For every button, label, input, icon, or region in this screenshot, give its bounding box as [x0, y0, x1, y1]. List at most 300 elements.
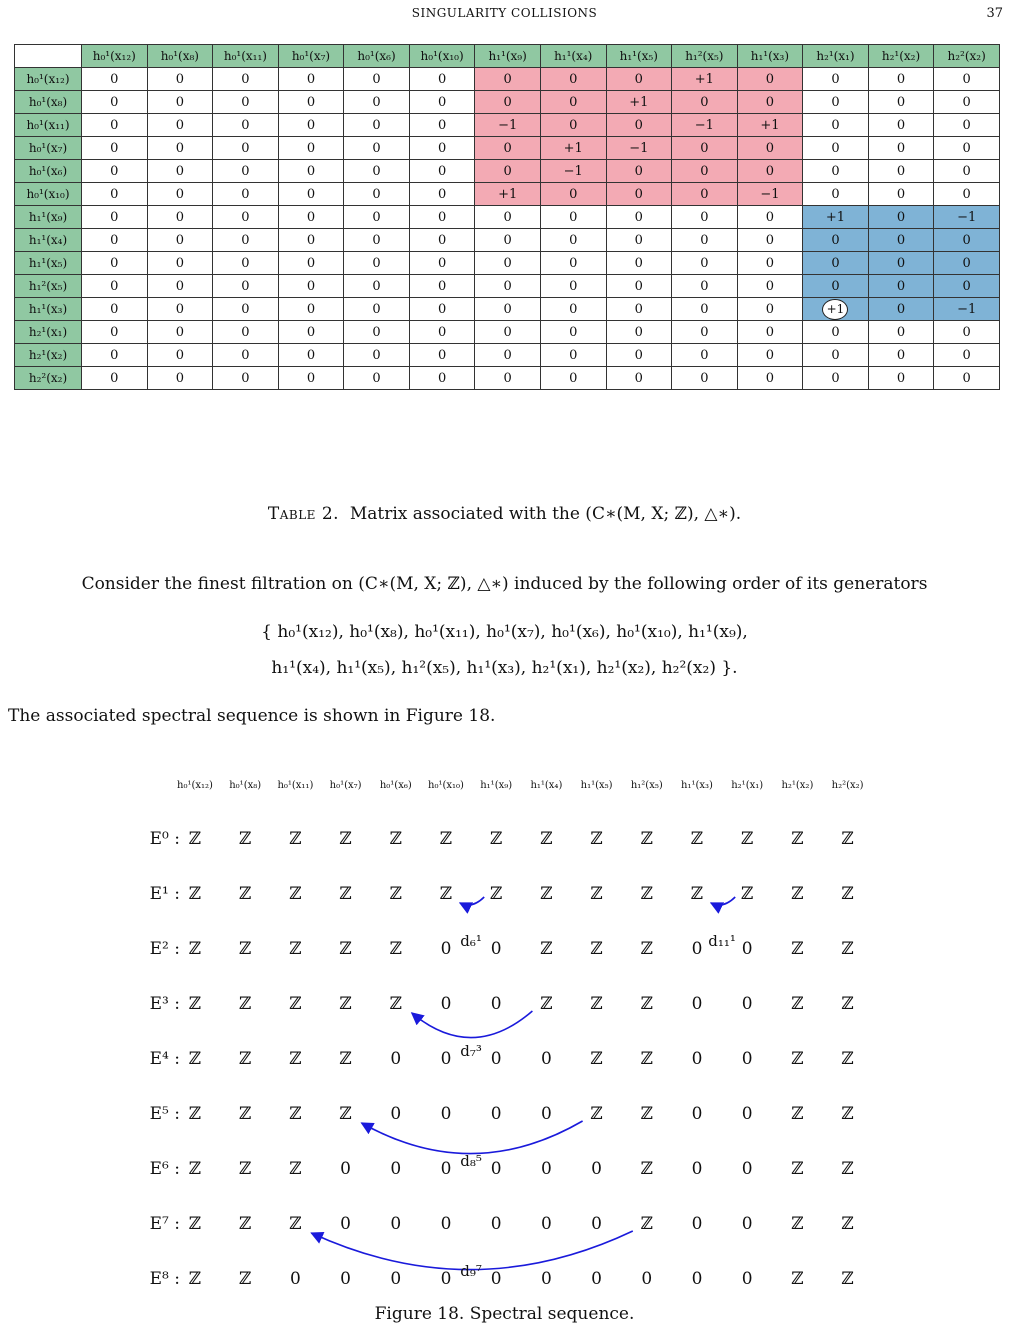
matrix-cell: 0 — [606, 160, 672, 183]
column-header: h₂¹(x₂) — [868, 45, 934, 68]
spectral-entry: ℤ — [740, 829, 754, 849]
differential-arrow — [412, 1011, 533, 1038]
table-row — [15, 298, 1000, 321]
matrix-cell: +1 — [540, 137, 606, 160]
spectral-page-label: E³ : — [149, 994, 180, 1014]
matrix-cell: 0 — [737, 91, 803, 114]
matrix-cell: 0 — [344, 252, 410, 275]
matrix-cell: 0 — [344, 344, 410, 367]
matrix-cell: 0 — [82, 367, 148, 390]
spectral-header-label: h₂²(x₂) — [831, 780, 864, 791]
matrix-cell: 0 — [409, 252, 475, 275]
spectral-entry: ℤ — [640, 829, 654, 849]
matrix-cell: 0 — [672, 252, 738, 275]
spectral-entry: 0 — [490, 1104, 502, 1124]
matrix-cell: 0 — [737, 137, 803, 160]
matrix-cell: −1 — [606, 137, 672, 160]
matrix-cell: 0 — [868, 114, 934, 137]
matrix-cell: 0 — [344, 206, 410, 229]
spectral-entry: ℤ — [841, 1049, 854, 1069]
circled-pivot: +1 — [822, 299, 848, 320]
spectral-entry: 0 — [691, 939, 703, 959]
spectral-entry: 0 — [741, 994, 753, 1014]
matrix-cell: 0 — [82, 137, 148, 160]
spectral-entry: ℤ — [289, 1214, 302, 1234]
spectral-page-label: E⁸ : — [149, 1269, 180, 1289]
spectral-header-label: h₁¹(x₃) — [681, 780, 713, 791]
matrix-cell: 0 — [82, 298, 148, 321]
spectral-page-label: E⁷ : — [149, 1214, 180, 1234]
matrix-cell: 0 — [213, 206, 279, 229]
matrix-cell: 0 — [409, 367, 475, 390]
spectral-entry: ℤ — [590, 884, 603, 904]
table-row — [15, 183, 1000, 206]
column-header: h₁¹(x₅) — [606, 45, 672, 68]
matrix-cell: 0 — [344, 298, 410, 321]
table-row — [15, 160, 1000, 183]
spectral-entry: 0 — [691, 1049, 703, 1069]
spectral-page-label: E² : — [149, 939, 180, 959]
matrix-cell: 0 — [606, 206, 672, 229]
row-header: h₀¹(x₁₂) — [15, 68, 82, 91]
matrix-cell: 0 — [82, 252, 148, 275]
matrix-cell: +1 — [672, 68, 738, 91]
matrix-cell: −1 — [737, 183, 803, 206]
matrix-cell: 0 — [475, 252, 541, 275]
matrix-cell: 0 — [934, 91, 1000, 114]
page-header — [0, 4, 1009, 24]
spectral-header-label: h₀¹(x₁₀) — [428, 780, 464, 791]
spectral-entry: ℤ — [289, 884, 302, 904]
spectral-entry: ℤ — [339, 829, 352, 849]
spectral-entry: 0 — [691, 1104, 703, 1124]
table-row — [15, 321, 1000, 344]
matrix-cell: −1 — [934, 298, 1000, 321]
table-row — [15, 367, 1000, 390]
spectral-header-label: h₁²(x₅) — [630, 780, 663, 791]
matrix-cell: 0 — [672, 344, 738, 367]
matrix-cell: 0 — [737, 344, 803, 367]
column-header: h₀¹(x₇) — [278, 45, 344, 68]
row-header: h₂¹(x₁) — [15, 321, 82, 344]
table-caption-label: Table 2. — [267, 504, 340, 524]
matrix-cell: +1 — [803, 206, 869, 229]
matrix-cell: 0 — [868, 367, 934, 390]
spectral-entry: ℤ — [640, 1214, 654, 1234]
spectral-entry: ℤ — [238, 1049, 252, 1069]
spectral-entry: ℤ — [791, 829, 804, 849]
spectral-page-label: E⁵ : — [149, 1104, 180, 1124]
generator-order-line-1: { h₀¹(x₁₂), h₀¹(x₈), h₀¹(x₁₁), h₀¹(x₇), h₀¹(x₆), h₀¹(x₁₀), h₁¹(x₉), — [261, 622, 748, 642]
spectral-entry: 0 — [540, 1269, 552, 1289]
row-header: h₁¹(x₃) — [15, 298, 82, 321]
matrix-cell: 0 — [475, 137, 541, 160]
spectral-entry: ℤ — [590, 829, 603, 849]
matrix-cell: 0 — [409, 91, 475, 114]
spectral-entry: ℤ — [489, 884, 503, 904]
spectral-entry: 0 — [540, 1104, 552, 1124]
matrix-cell: 0 — [82, 183, 148, 206]
spectral-entry: 0 — [440, 994, 452, 1014]
spectral-entry: ℤ — [540, 939, 553, 959]
row-header: h₀¹(x₆) — [15, 160, 82, 183]
matrix-cell: 0 — [803, 229, 869, 252]
matrix-cell: 0 — [278, 229, 344, 252]
spectral-entry: ℤ — [238, 1159, 252, 1179]
spectral-sequence-figure — [0, 760, 1009, 1300]
table-row — [15, 344, 1000, 367]
matrix-cell: 0 — [409, 298, 475, 321]
matrix-cell: 0 — [409, 160, 475, 183]
matrix-cell: −1 — [672, 114, 738, 137]
matrix-cell: 0 — [934, 321, 1000, 344]
spectral-header-label: h₀¹(x₁₁) — [277, 780, 314, 791]
row-header: h₁¹(x₉) — [15, 206, 82, 229]
matrix-cell: 0 — [540, 321, 606, 344]
spectral-entry: ℤ — [791, 1049, 804, 1069]
matrix-cell: 0 — [475, 275, 541, 298]
matrix-cell: 0 — [934, 252, 1000, 275]
matrix-cell: 0 — [82, 91, 148, 114]
spectral-entry: ℤ — [841, 1104, 854, 1124]
matrix-cell: 0 — [475, 229, 541, 252]
column-header: h₁¹(x₉) — [475, 45, 541, 68]
matrix-cell: 0 — [278, 252, 344, 275]
spectral-entry: ℤ — [389, 829, 403, 849]
spectral-entry: ℤ — [188, 939, 202, 959]
matrix-cell: 0 — [278, 137, 344, 160]
matrix-cell: 0 — [868, 206, 934, 229]
spectral-entry: 0 — [641, 1269, 653, 1289]
column-header: h₀¹(x₆) — [344, 45, 410, 68]
matrix-cell: 0 — [409, 229, 475, 252]
matrix-cell: 0 — [606, 114, 672, 137]
matrix-cell: 0 — [868, 321, 934, 344]
matrix-cell: 0 — [540, 91, 606, 114]
column-header: h₁¹(x₃) — [737, 45, 803, 68]
matrix-cell: −1 — [934, 206, 1000, 229]
matrix-cell: 0 — [475, 68, 541, 91]
matrix-cell: 0 — [344, 367, 410, 390]
matrix-cell: 0 — [147, 252, 213, 275]
spectral-entry: ℤ — [389, 939, 403, 959]
matrix-cell: 0 — [803, 137, 869, 160]
spectral-entry: 0 — [741, 1214, 753, 1234]
matrix-cell: 0 — [672, 91, 738, 114]
matrix-cell: 0 — [803, 275, 869, 298]
table-row — [15, 91, 1000, 114]
matrix-cell: 0 — [409, 344, 475, 367]
matrix-cell: 0 — [213, 137, 279, 160]
spectral-entry: ℤ — [389, 884, 403, 904]
matrix-cell: 0 — [147, 114, 213, 137]
table-row — [15, 252, 1000, 275]
matrix-cell: 0 — [868, 252, 934, 275]
spectral-entry: ℤ — [540, 829, 553, 849]
matrix-cell: 0 — [278, 367, 344, 390]
matrix-cell: 0 — [737, 298, 803, 321]
matrix-cell: 0 — [147, 344, 213, 367]
spectral-entry: ℤ — [841, 1159, 854, 1179]
spectral-entry: 0 — [289, 1269, 301, 1289]
matrix-cell: 0 — [934, 68, 1000, 91]
spectral-entry: 0 — [490, 994, 502, 1014]
spectral-entry: ℤ — [339, 1104, 352, 1124]
matrix-cell: 0 — [475, 91, 541, 114]
matrix-cell — [803, 298, 869, 321]
matrix-cell: 0 — [934, 160, 1000, 183]
spectral-entry: 0 — [340, 1269, 352, 1289]
matrix-cell: 0 — [82, 114, 148, 137]
spectral-entry: 0 — [691, 1269, 703, 1289]
matrix-cell: 0 — [606, 252, 672, 275]
matrix-cell: +1 — [475, 183, 541, 206]
spectral-entry: 0 — [340, 1159, 352, 1179]
matrix-cell: −1 — [540, 160, 606, 183]
matrix-cell: 0 — [147, 183, 213, 206]
matrix-cell: 0 — [213, 275, 279, 298]
matrix-cell: 0 — [868, 298, 934, 321]
matrix-cell: 0 — [409, 321, 475, 344]
row-header: h₀¹(x₇) — [15, 137, 82, 160]
matrix-cell: 0 — [147, 321, 213, 344]
generator-order-line-2: h₁¹(x₄), h₁¹(x₅), h₁²(x₅), h₁¹(x₃), h₂¹(x₁), h₂¹(x₂), h₂²(x₂) }. — [271, 658, 738, 678]
spectral-entry: ℤ — [791, 1159, 804, 1179]
matrix-cell: 0 — [540, 298, 606, 321]
spectral-entry: 0 — [591, 1269, 603, 1289]
table-row — [15, 137, 1000, 160]
spectral-entry: ℤ — [791, 994, 804, 1014]
spectral-entry: ℤ — [238, 939, 252, 959]
matrix-cell: 0 — [82, 344, 148, 367]
column-header: h₂¹(x₁) — [803, 45, 869, 68]
spectral-entry: ℤ — [841, 994, 854, 1014]
figure-caption: Figure 18. Spectral sequence. — [374, 1304, 635, 1324]
matrix-cell: 0 — [147, 206, 213, 229]
matrix-cell: 0 — [540, 344, 606, 367]
spectral-page-label: E⁰ : — [149, 829, 180, 849]
spectral-header-label: h₀¹(x₇) — [329, 780, 362, 791]
spectral-entry: ℤ — [188, 1214, 202, 1234]
matrix-cell: 0 — [737, 321, 803, 344]
matrix-cell: 0 — [672, 137, 738, 160]
spectral-entry: ℤ — [289, 1104, 302, 1124]
matrix-cell: 0 — [475, 344, 541, 367]
spectral-entry: ℤ — [640, 884, 654, 904]
spectral-entry: ℤ — [339, 884, 352, 904]
matrix-cell: 0 — [213, 114, 279, 137]
spectral-entry: ℤ — [339, 939, 352, 959]
spectral-entry: ℤ — [238, 884, 252, 904]
column-header: h₁²(x₅) — [672, 45, 738, 68]
matrix-cell: 0 — [606, 68, 672, 91]
matrix-cell: 0 — [82, 160, 148, 183]
matrix-cell: 0 — [82, 321, 148, 344]
differential-label: d₉⁷ — [460, 1262, 482, 1280]
table-header-row — [15, 45, 1000, 68]
matrix-cell: 0 — [409, 183, 475, 206]
column-header: h₀¹(x₁₀) — [409, 45, 475, 68]
spectral-header-label: h₀¹(x₁₂) — [177, 780, 213, 791]
table-corner-cell — [15, 45, 82, 68]
matrix-cell: 0 — [82, 229, 148, 252]
spectral-entry: ℤ — [841, 1269, 854, 1289]
spectral-entry: ℤ — [841, 829, 854, 849]
spectral-entry: ℤ — [540, 884, 553, 904]
matrix-cell: 0 — [934, 275, 1000, 298]
spectral-entry: 0 — [591, 1214, 603, 1234]
spectral-entry: ℤ — [389, 994, 403, 1014]
differential-arrow — [711, 897, 735, 905]
matrix-cell: 0 — [737, 229, 803, 252]
matrix-cell: 0 — [868, 91, 934, 114]
matrix-cell: 0 — [147, 367, 213, 390]
matrix-cell: +1 — [737, 114, 803, 137]
matrix-cell: 0 — [868, 183, 934, 206]
row-header: h₁¹(x₅) — [15, 252, 82, 275]
spectral-entry: 0 — [540, 1214, 552, 1234]
spectral-page-label: E⁶ : — [149, 1159, 180, 1179]
spectral-entry: ℤ — [238, 829, 252, 849]
spectral-header-label: h₁¹(x₅) — [580, 780, 613, 791]
matrix-cell: 0 — [147, 275, 213, 298]
matrix-cell: 0 — [672, 206, 738, 229]
matrix-cell: 0 — [737, 160, 803, 183]
matrix-cell: 0 — [868, 344, 934, 367]
spectral-page-label: E¹ : — [149, 884, 180, 904]
table-row — [15, 229, 1000, 252]
spectral-entry: 0 — [691, 1159, 703, 1179]
matrix-cell: 0 — [803, 91, 869, 114]
matrix-cell: 0 — [278, 114, 344, 137]
matrix-cell: 0 — [278, 321, 344, 344]
spectral-entry: 0 — [591, 1159, 603, 1179]
differential-label: d₇³ — [460, 1042, 482, 1060]
matrix-cell: 0 — [540, 183, 606, 206]
spectral-entry: 0 — [540, 1159, 552, 1179]
matrix-cell: 0 — [147, 298, 213, 321]
matrix-cell: 0 — [409, 137, 475, 160]
spectral-header-label: h₀¹(x₆) — [379, 780, 412, 791]
matrix-cell: 0 — [803, 367, 869, 390]
matrix-cell: 0 — [606, 344, 672, 367]
spectral-header-label: h₀¹(x₈) — [229, 780, 262, 791]
matrix-cell: 0 — [213, 367, 279, 390]
spectral-entry: ℤ — [791, 939, 804, 959]
matrix-cell: 0 — [475, 321, 541, 344]
table-caption — [0, 504, 1009, 524]
matrix-cell: 0 — [540, 114, 606, 137]
spectral-entry: 0 — [440, 1104, 452, 1124]
spectral-entry: 0 — [490, 1159, 502, 1179]
spectral-entry: ℤ — [238, 994, 252, 1014]
matrix-cell: 0 — [213, 68, 279, 91]
spectral-entry: ℤ — [590, 994, 603, 1014]
spectral-entry: 0 — [490, 1214, 502, 1234]
matrix-cell: 0 — [278, 298, 344, 321]
row-header: h₁¹(x₄) — [15, 229, 82, 252]
table-row — [15, 68, 1000, 91]
spectral-entry: ℤ — [640, 939, 654, 959]
matrix-cell: 0 — [672, 275, 738, 298]
spectral-entry: ℤ — [188, 884, 202, 904]
row-header: h₀¹(x₁₁) — [15, 114, 82, 137]
spectral-page-label: E⁴ : — [149, 1049, 180, 1069]
spectral-entry: ℤ — [791, 1269, 804, 1289]
matrix-cell: 0 — [409, 206, 475, 229]
spectral-entry: 0 — [390, 1214, 402, 1234]
matrix-cell: 0 — [934, 367, 1000, 390]
spectral-entry: ℤ — [690, 884, 704, 904]
table-row — [15, 275, 1000, 298]
matrix-cell: 0 — [934, 229, 1000, 252]
spectral-entry: ℤ — [289, 1159, 302, 1179]
spectral-entry: ℤ — [640, 994, 654, 1014]
matrix-cell: 0 — [606, 321, 672, 344]
spectral-entry: 0 — [691, 1214, 703, 1234]
spectral-entry: ℤ — [439, 829, 453, 849]
matrix-cell: 0 — [344, 321, 410, 344]
spectral-entry: ℤ — [238, 1214, 252, 1234]
spectral-entry: ℤ — [339, 1049, 352, 1069]
column-header: h₂²(x₂) — [934, 45, 1000, 68]
spectral-entry: 0 — [691, 994, 703, 1014]
spectral-entry: ℤ — [791, 884, 804, 904]
spectral-entry: ℤ — [640, 1159, 654, 1179]
matrix-cell: 0 — [606, 298, 672, 321]
differential-arrow — [362, 1121, 583, 1154]
spectral-entry: 0 — [390, 1104, 402, 1124]
matrix-cell: 0 — [213, 321, 279, 344]
table-caption-text: Matrix associated with the (C∗(M, X; ℤ), △∗). — [349, 504, 742, 524]
matrix-cell: 0 — [147, 91, 213, 114]
paragraph-spectral-reference: The associated spectral sequence is shown in Figure 18. — [8, 706, 496, 726]
matrix-cell: 0 — [278, 275, 344, 298]
matrix-cell: 0 — [672, 160, 738, 183]
matrix-cell: 0 — [672, 321, 738, 344]
matrix-cell: 0 — [606, 275, 672, 298]
spectral-entry: 0 — [741, 1104, 753, 1124]
spectral-entry: 0 — [490, 1049, 502, 1069]
matrix-cell: 0 — [213, 183, 279, 206]
matrix-cell: 0 — [737, 367, 803, 390]
spectral-header-label: h₂¹(x₂) — [781, 780, 814, 791]
matrix-cell: 0 — [803, 160, 869, 183]
matrix-cell: 0 — [803, 344, 869, 367]
matrix-cell: 0 — [213, 344, 279, 367]
matrix-cell: 0 — [540, 206, 606, 229]
spectral-entry: ℤ — [188, 1104, 202, 1124]
matrix-cell: 0 — [868, 275, 934, 298]
matrix-cell: 0 — [409, 114, 475, 137]
matrix-cell: 0 — [278, 160, 344, 183]
spectral-entry: ℤ — [439, 884, 453, 904]
spectral-entry: ℤ — [841, 939, 854, 959]
matrix-cell: 0 — [475, 298, 541, 321]
row-header: h₀¹(x₈) — [15, 91, 82, 114]
spectral-entry: ℤ — [791, 1104, 804, 1124]
spectral-entry: 0 — [390, 1049, 402, 1069]
spectral-entry: ℤ — [188, 829, 202, 849]
spectral-entry: ℤ — [188, 1159, 202, 1179]
spectral-entry: ℤ — [640, 1049, 654, 1069]
matrix-cell: 0 — [213, 91, 279, 114]
spectral-entry: 0 — [340, 1214, 352, 1234]
differential-label: d₆¹ — [460, 932, 482, 950]
matrix-cell: −1 — [475, 114, 541, 137]
matrix-cell: 0 — [672, 298, 738, 321]
spectral-entry: ℤ — [289, 829, 302, 849]
